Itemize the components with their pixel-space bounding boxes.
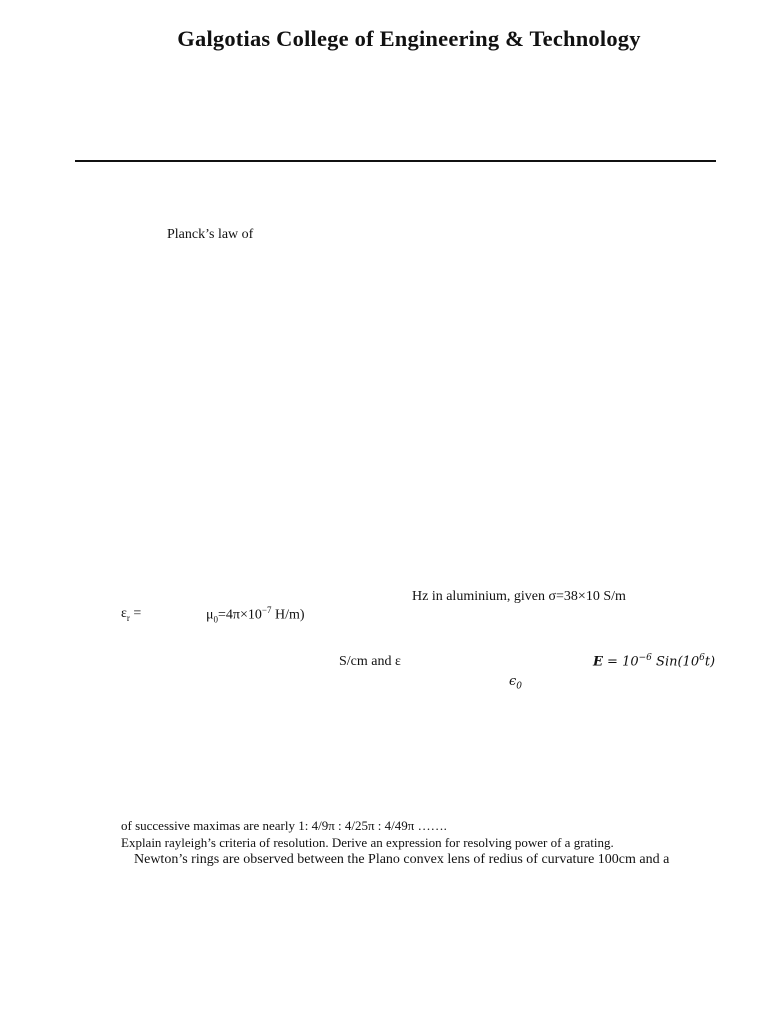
text-maxima-ratio: of successive maximas are nearly 1: 4/9π : 4/25π : 4/49π ……. (121, 818, 447, 833)
text-epsilon-0: $\epsilon_0$ (509, 674, 523, 692)
text-rayleigh: Explain rayleigh’s criteria of resolution. Derive an expression for resolving power of a grating. (121, 835, 614, 850)
header-divider (75, 160, 716, 162)
text-hz-aluminium: Hz in aluminium, given σ=38×10 S/m (412, 589, 626, 604)
text-scm-epsilon: S/cm and ε (339, 654, 401, 669)
text-epsilon-r: $\varepsilon_r$ = (121, 606, 142, 623)
text-planck: Planck’s law of (167, 227, 254, 242)
text-mu-0: $\mu_0=4\pi\times 10^{-7}$ H/m) (206, 605, 305, 625)
page-title: Galgotias College of Engineering & Technology (177, 26, 641, 51)
text-e-field-equation: $E = 10^{-6}$ $Sin(10^6t)$ (593, 653, 716, 670)
text-newton-rings: Newton’s rings are observed between the Plano convex lens of redius of curvature 100cm and a (134, 852, 670, 867)
